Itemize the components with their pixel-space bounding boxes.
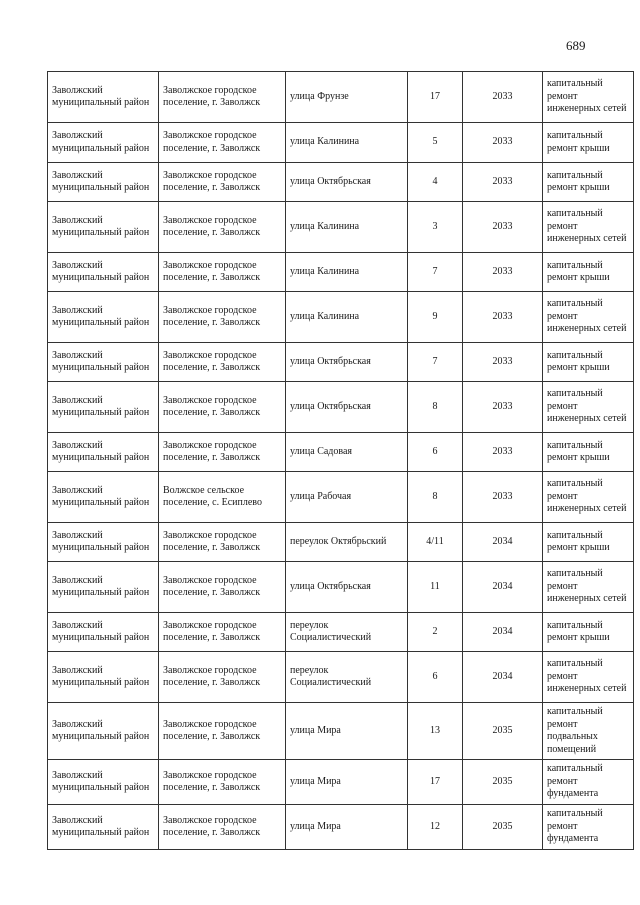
work-type-cell: капитальный ремонт фундамента: [543, 760, 634, 805]
settlement-cell: Заволжское городское поселение, г. Заволжск: [159, 123, 286, 163]
repair-schedule-table: [47, 71, 634, 850]
house-number-cell: 13: [408, 703, 463, 760]
settlement-cell: Заволжское городское поселение, г. Заволжск: [159, 703, 286, 760]
district-cell: Заволжский муниципальный район: [48, 760, 159, 805]
table-row: [48, 613, 634, 652]
district-cell: Заволжский муниципальный район: [48, 433, 159, 472]
table-row: [48, 292, 634, 343]
year-cell: 2034: [463, 562, 543, 613]
year-cell: 2034: [463, 613, 543, 652]
house-number-cell: 6: [408, 433, 463, 472]
work-type-cell: капитальный ремонт фундамента: [543, 805, 634, 850]
table-row: [48, 805, 634, 850]
house-number-cell: 7: [408, 253, 463, 292]
house-number-cell: 17: [408, 760, 463, 805]
street-cell: улица Калинина: [286, 253, 408, 292]
table-row: [48, 163, 634, 202]
work-type-cell: капитальный ремонт инженерных сетей: [543, 202, 634, 253]
year-cell: 2034: [463, 652, 543, 703]
settlement-cell: Заволжское городское поселение, г. Заволжск: [159, 805, 286, 850]
street-cell: переулок Социалистический: [286, 652, 408, 703]
year-cell: 2033: [463, 343, 543, 382]
work-type-cell: капитальный ремонт подвальных помещений: [543, 703, 634, 760]
work-type-cell: капитальный ремонт инженерных сетей: [543, 72, 634, 123]
district-cell: Заволжский муниципальный район: [48, 163, 159, 202]
street-cell: улица Мира: [286, 703, 408, 760]
work-type-cell: капитальный ремонт крыши: [543, 613, 634, 652]
settlement-cell: Заволжское городское поселение, г. Заволжск: [159, 343, 286, 382]
district-cell: Заволжский муниципальный район: [48, 523, 159, 562]
year-cell: 2035: [463, 760, 543, 805]
street-cell: улица Фрунзе: [286, 72, 408, 123]
year-cell: 2033: [463, 292, 543, 343]
year-cell: 2033: [463, 433, 543, 472]
work-type-cell: капитальный ремонт крыши: [543, 123, 634, 163]
table-row: [48, 760, 634, 805]
table-row: [48, 703, 634, 760]
table-body: [48, 72, 634, 850]
district-cell: Заволжский муниципальный район: [48, 382, 159, 433]
year-cell: 2033: [463, 163, 543, 202]
district-cell: Заволжский муниципальный район: [48, 253, 159, 292]
street-cell: улица Садовая: [286, 433, 408, 472]
table-row: [48, 472, 634, 523]
street-cell: улица Октябрьская: [286, 163, 408, 202]
table-row: [48, 343, 634, 382]
house-number-cell: 2: [408, 613, 463, 652]
settlement-cell: Заволжское городское поселение, г. Заволжск: [159, 760, 286, 805]
district-cell: Заволжский муниципальный район: [48, 805, 159, 850]
settlement-cell: Волжское сельское поселение, с. Есиплево: [159, 472, 286, 523]
house-number-cell: 11: [408, 562, 463, 613]
street-cell: переулок Октябрьский: [286, 523, 408, 562]
house-number-cell: 8: [408, 472, 463, 523]
house-number-cell: 9: [408, 292, 463, 343]
settlement-cell: Заволжское городское поселение, г. Заволжск: [159, 202, 286, 253]
table-row: [48, 202, 634, 253]
street-cell: улица Калинина: [286, 202, 408, 253]
house-number-cell: 7: [408, 343, 463, 382]
street-cell: улица Октябрьская: [286, 382, 408, 433]
year-cell: 2033: [463, 72, 543, 123]
table-row: [48, 523, 634, 562]
settlement-cell: Заволжское городское поселение, г. Заволжск: [159, 652, 286, 703]
street-cell: улица Калинина: [286, 123, 408, 163]
work-type-cell: капитальный ремонт инженерных сетей: [543, 562, 634, 613]
year-cell: 2034: [463, 523, 543, 562]
district-cell: Заволжский муниципальный район: [48, 292, 159, 343]
house-number-cell: 17: [408, 72, 463, 123]
table-row: [48, 253, 634, 292]
street-cell: переулок Социалистический: [286, 613, 408, 652]
work-type-cell: капитальный ремонт крыши: [543, 253, 634, 292]
settlement-cell: Заволжское городское поселение, г. Заволжск: [159, 292, 286, 343]
table-row: [48, 433, 634, 472]
house-number-cell: 4: [408, 163, 463, 202]
settlement-cell: Заволжское городское поселение, г. Заволжск: [159, 163, 286, 202]
table-row: [48, 72, 634, 123]
work-type-cell: капитальный ремонт инженерных сетей: [543, 382, 634, 433]
district-cell: Заволжский муниципальный район: [48, 472, 159, 523]
settlement-cell: Заволжское городское поселение, г. Заволжск: [159, 613, 286, 652]
work-type-cell: капитальный ремонт инженерных сетей: [543, 652, 634, 703]
year-cell: 2033: [463, 382, 543, 433]
table-row: [48, 382, 634, 433]
district-cell: Заволжский муниципальный район: [48, 703, 159, 760]
settlement-cell: Заволжское городское поселение, г. Заволжск: [159, 562, 286, 613]
street-cell: улица Октябрьская: [286, 562, 408, 613]
year-cell: 2033: [463, 123, 543, 163]
house-number-cell: 6: [408, 652, 463, 703]
district-cell: Заволжский муниципальный район: [48, 562, 159, 613]
work-type-cell: капитальный ремонт инженерных сетей: [543, 472, 634, 523]
work-type-cell: капитальный ремонт инженерных сетей: [543, 292, 634, 343]
house-number-cell: 4/11: [408, 523, 463, 562]
district-cell: Заволжский муниципальный район: [48, 123, 159, 163]
work-type-cell: капитальный ремонт крыши: [543, 343, 634, 382]
street-cell: улица Мира: [286, 805, 408, 850]
year-cell: 2033: [463, 202, 543, 253]
settlement-cell: Заволжское городское поселение, г. Заволжск: [159, 253, 286, 292]
year-cell: 2035: [463, 703, 543, 760]
table-row: [48, 652, 634, 703]
year-cell: 2033: [463, 472, 543, 523]
district-cell: Заволжский муниципальный район: [48, 652, 159, 703]
street-cell: улица Рабочая: [286, 472, 408, 523]
house-number-cell: 5: [408, 123, 463, 163]
table-row: [48, 123, 634, 163]
house-number-cell: 3: [408, 202, 463, 253]
street-cell: улица Калинина: [286, 292, 408, 343]
settlement-cell: Заволжское городское поселение, г. Заволжск: [159, 72, 286, 123]
page-number: 689: [566, 38, 586, 53]
year-cell: 2035: [463, 805, 543, 850]
district-cell: Заволжский муниципальный район: [48, 202, 159, 253]
house-number-cell: 12: [408, 805, 463, 850]
work-type-cell: капитальный ремонт крыши: [543, 523, 634, 562]
street-cell: улица Октябрьская: [286, 343, 408, 382]
settlement-cell: Заволжское городское поселение, г. Заволжск: [159, 433, 286, 472]
settlement-cell: Заволжское городское поселение, г. Заволжск: [159, 382, 286, 433]
table-row: [48, 562, 634, 613]
street-cell: улица Мира: [286, 760, 408, 805]
year-cell: 2033: [463, 253, 543, 292]
district-cell: Заволжский муниципальный район: [48, 343, 159, 382]
district-cell: Заволжский муниципальный район: [48, 72, 159, 123]
house-number-cell: 8: [408, 382, 463, 433]
work-type-cell: капитальный ремонт крыши: [543, 433, 634, 472]
settlement-cell: Заволжское городское поселение, г. Заволжск: [159, 523, 286, 562]
district-cell: Заволжский муниципальный район: [48, 613, 159, 652]
work-type-cell: капитальный ремонт крыши: [543, 163, 634, 202]
